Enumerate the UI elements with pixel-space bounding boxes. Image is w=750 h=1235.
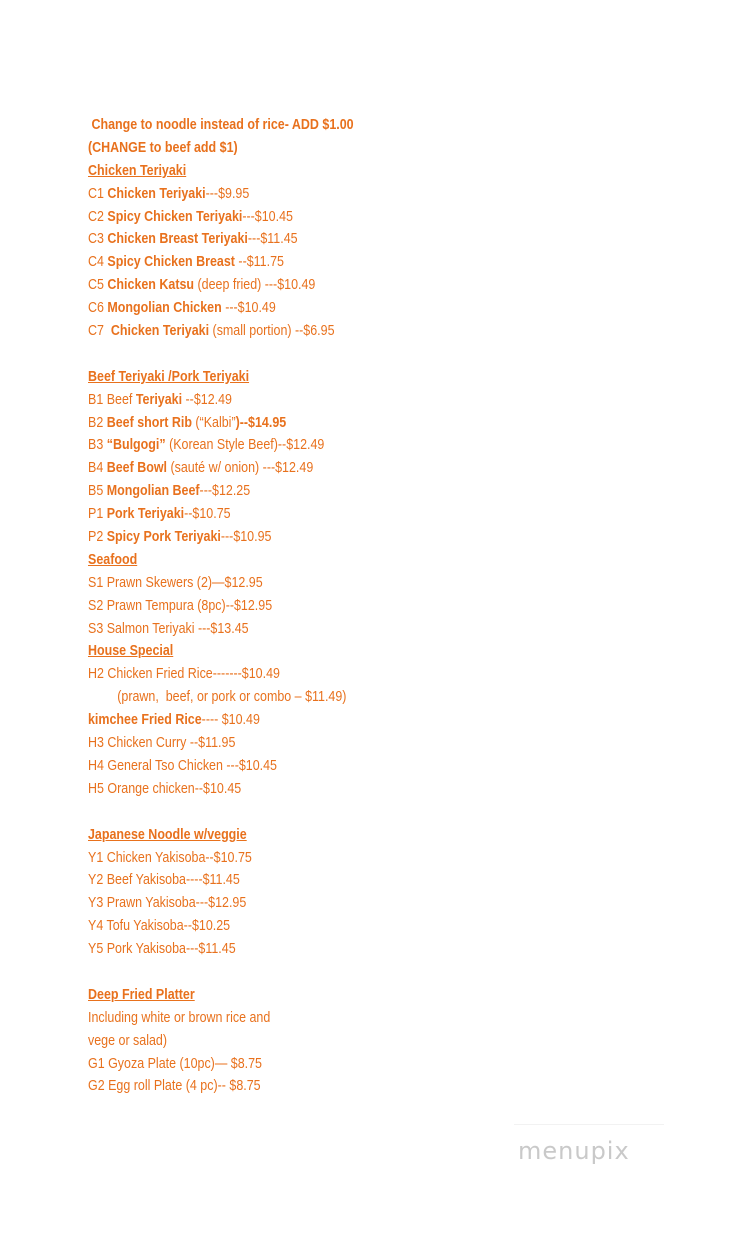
- menu-item-y1: Y1 Chicken Yakisoba--$10.75: [88, 849, 252, 866]
- menu-item-y3: Y3 Prawn Yakisoba---$12.95: [88, 895, 247, 912]
- spacer: [88, 961, 570, 984]
- menu-item-s1: S1 Prawn Skewers (2)—$12.95: [88, 574, 263, 591]
- menu-item-c1: C1 Chicken Teriyaki---$9.95: [88, 185, 250, 202]
- section-header-house-special: House Special: [88, 643, 174, 660]
- menu-item-p1: P1 Pork Teriyaki--$10.75: [88, 506, 231, 523]
- menu-item-g2: G2 Egg roll Plate (4 pc)-- $8.75: [88, 1078, 261, 1095]
- menu-item-c6: C6 Mongolian Chicken ---$10.49: [88, 300, 276, 317]
- beef-note: (CHANGE to beef add $1): [88, 139, 238, 156]
- menu-item-c4: C4 Spicy Chicken Breast --$11.75: [88, 254, 284, 271]
- menu-item-h2: H2 Chicken Fried Rice-------$10.49: [88, 666, 280, 683]
- menu-item-c3: C3 Chicken Breast Teriyaki---$11.45: [88, 231, 298, 248]
- menu-item-b5: B5 Mongolian Beef---$12.25: [88, 483, 251, 500]
- section-header-seafood: Seafood: [88, 551, 138, 568]
- menu-item-kimchee: kimchee Fried Rice---- $10.49: [88, 712, 260, 729]
- menu-item-c5: C5 Chicken Katsu (deep fried) ---$10.49: [88, 277, 316, 294]
- section-header-beef: Beef Teriyaki /Pork Teriyaki: [88, 368, 250, 385]
- menu-item-g1: G1 Gyoza Plate (10pc)— $8.75: [88, 1055, 262, 1072]
- menupix-watermark: [514, 1124, 664, 1165]
- platter-description-line2: vege or salad): [88, 1032, 168, 1049]
- menu-item-h5: H5 Orange chicken--$10.45: [88, 780, 242, 797]
- menu-page: [88, 114, 570, 1098]
- menu-item-h3: H3 Chicken Curry --$11.95: [88, 735, 236, 752]
- menu-item-b3: B3 “Bulgogi” (Korean Style Beef)--$12.49: [88, 437, 325, 454]
- section-header-noodle: Japanese Noodle w/veggie: [88, 826, 247, 843]
- menu-item-y4: Y4 Tofu Yakisoba--$10.25: [88, 918, 231, 935]
- menu-item-h4: H4 General Tso Chicken ---$10.45: [88, 757, 277, 774]
- watermark-logo: menupix: [518, 1137, 630, 1165]
- section-header-chicken: Chicken Teriyaki: [88, 162, 187, 179]
- menu-item-y5: Y5 Pork Yakisoba---$11.45: [88, 941, 236, 958]
- menu-item-b1: B1 Beef Teriyaki --$12.49: [88, 391, 232, 408]
- section-header-platter: Deep Fried Platter: [88, 986, 195, 1003]
- menu-item-s2: S2 Prawn Tempura (8pc)--$12.95: [88, 597, 273, 614]
- menu-item-y2: Y2 Beef Yakisoba----$11.45: [88, 872, 240, 889]
- menu-item-c2: C2 Spicy Chicken Teriyaki---$10.45: [88, 208, 293, 225]
- spacer: [88, 801, 570, 824]
- menu-item-b2: B2 Beef short Rib (“Kalbi”)--$14.95: [88, 414, 287, 431]
- menu-item-c7: C7 Chicken Teriyaki (small portion) --$6.95: [88, 323, 335, 340]
- menu-item-h2-options: (prawn, beef, or pork or combo – $11.49): [117, 689, 347, 706]
- spacer: [88, 343, 570, 366]
- menu-item-b4: B4 Beef Bowl (sauté w/ onion) ---$12.49: [88, 460, 314, 477]
- noodle-note: Change to noodle instead of rice- ADD $1.00: [91, 117, 354, 133]
- menu-item-p2: P2 Spicy Pork Teriyaki---$10.95: [88, 529, 272, 546]
- platter-description-line1: Including white or brown rice and: [88, 1009, 271, 1026]
- menu-item-s3: S3 Salmon Teriyaki ---$13.45: [88, 620, 249, 637]
